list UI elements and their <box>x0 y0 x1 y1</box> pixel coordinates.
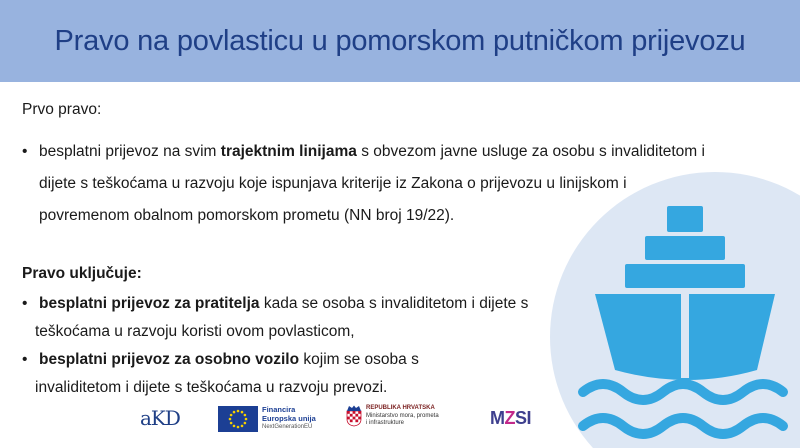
first-bullet-post: s obvezom javne usluge za osobu s invaliditetom i <box>356 143 705 160</box>
mzsi-logo: MZSI <box>490 408 532 428</box>
croatian-crest-icon <box>346 405 362 427</box>
item1-post: kada se osoba s invaliditetom i dijete s <box>259 295 529 312</box>
intro-text: Prvo pravo: <box>22 101 102 118</box>
item2-bold: besplatni prijevoz za osobno vozilo <box>39 351 300 368</box>
ship-icon <box>575 200 800 448</box>
item1-line1 <box>22 290 528 318</box>
footer-logos <box>0 400 560 440</box>
item2-line2: invaliditetom i dijete s teškoćama u razvoju prevozi. <box>35 379 388 396</box>
first-bullet-bold: trajektnim linijama <box>220 143 357 160</box>
first-bullet-line1 <box>22 138 705 166</box>
eu-funding-text: Financira Europska unija NextGenerationEU <box>262 405 316 430</box>
ministry-text: REPUBLIKA HRVATSKA Ministarstvo mora, prometa i infrastrukture <box>366 405 439 426</box>
item2-line1 <box>22 346 419 374</box>
title-bar <box>0 0 800 82</box>
first-bullet-line3: povremenom obalnom pomorskom prometu (NN broj 19/22). <box>39 207 455 224</box>
item1-line2: teškoćama u razvoju koristi ovom povlasticom, <box>35 323 355 340</box>
akd-logo: aKD <box>140 406 180 430</box>
eu-flag-icon <box>218 406 258 432</box>
bullet: • <box>22 143 28 160</box>
section-heading: Pravo uključuje: <box>22 265 142 282</box>
page-title: Pravo na povlasticu u pomorskom putničkom prijevozu <box>54 24 746 57</box>
item1-bold: besplatni prijevoz za pratitelja <box>39 295 260 312</box>
first-bullet-pre: besplatni prijevoz na svim <box>39 143 221 160</box>
bullet: • <box>22 295 28 312</box>
first-bullet-line2: dijete s teškoćama u razvoju koje ispunjava kriterije iz Zakona o prijevozu u linijskom i <box>39 175 627 192</box>
waves-icon <box>583 384 783 434</box>
bullet: • <box>22 351 28 368</box>
item2-post: kojim se osoba s <box>299 351 419 368</box>
